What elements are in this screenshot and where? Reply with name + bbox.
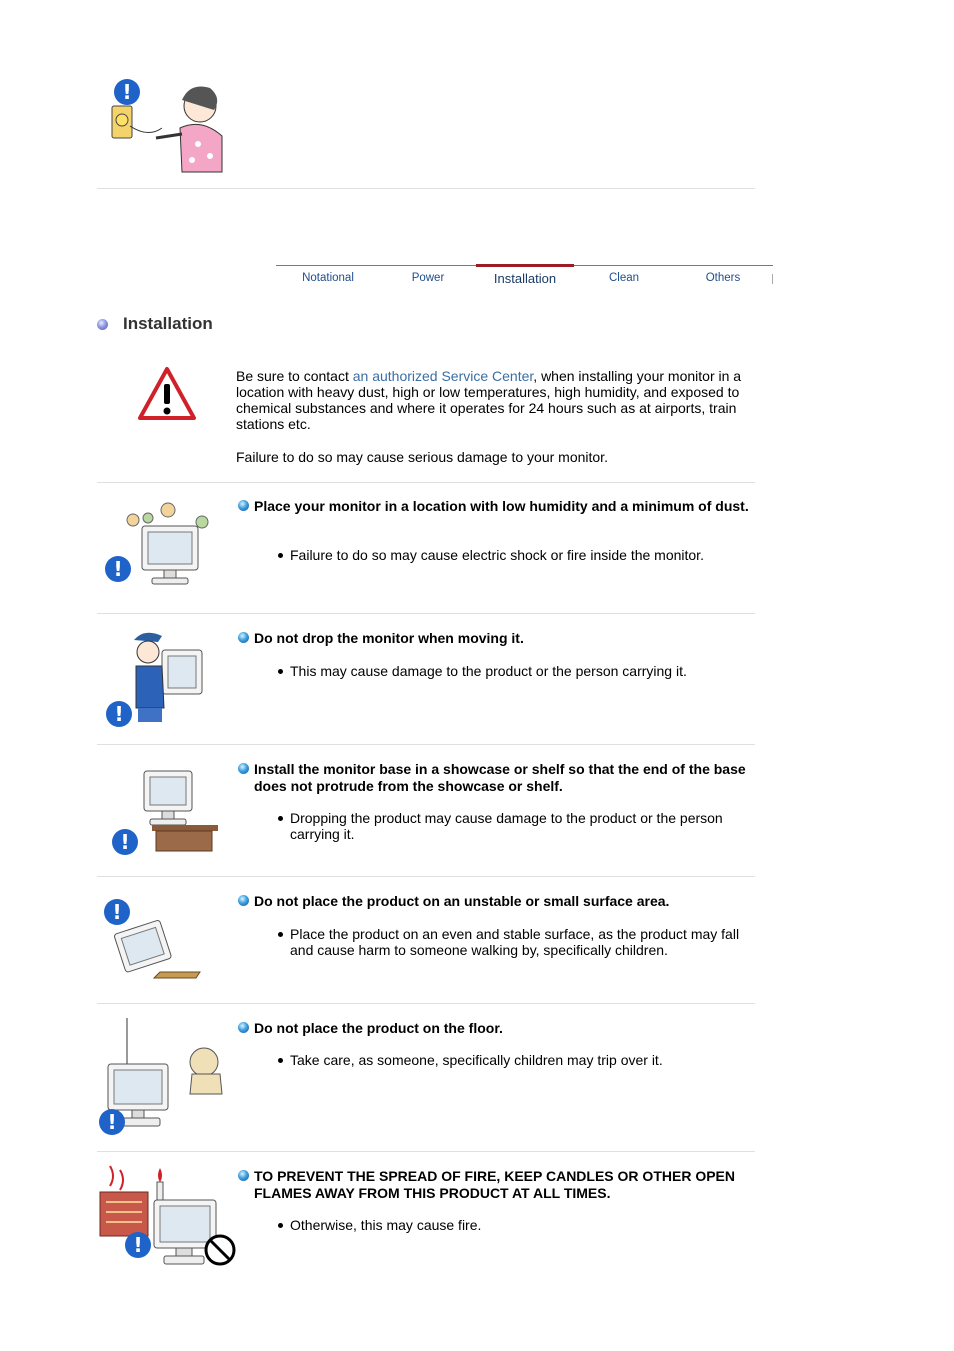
item-title: TO PREVENT THE SPREAD OF FIRE, KEEP CANDLES OR OTHER OPEN FLAMES AWAY FROM THIS PRODUCT AT ALL TIMES. (254, 1168, 735, 1201)
item-description: Dropping the product may cause damage to the product or the person carrying it. (290, 810, 723, 842)
divider (97, 613, 755, 614)
item-title: Install the monitor base in a showcase or shelf so that the end of the base does not protrude from the showcase or shelf. (254, 761, 746, 794)
divider (97, 1003, 755, 1004)
exclamation-icon: ! (125, 1232, 151, 1258)
exclamation-icon: ! (99, 1109, 125, 1135)
falling-monitor-illustration (104, 920, 204, 986)
dusty-monitor-illustration (118, 500, 218, 590)
divider (97, 188, 755, 189)
exclamation-icon: ! (114, 79, 140, 105)
item-description: Otherwise, this may cause fire. (290, 1217, 482, 1233)
exclamation-icon: ! (112, 829, 138, 855)
round-bullet-icon (238, 1170, 249, 1181)
item-description: This may cause damage to the product or the person carrying it. (290, 663, 687, 679)
exclamation-icon: ! (104, 899, 130, 925)
divider (97, 876, 755, 877)
item-title: Do not drop the monitor when moving it. (254, 630, 524, 646)
tab-notational[interactable]: Notational (302, 272, 354, 284)
list-bullet (278, 553, 283, 558)
tab-bar (276, 265, 773, 291)
divider (97, 482, 755, 483)
intro-note: Failure to do so may cause serious damage to your monitor. (236, 449, 608, 465)
divider (97, 744, 755, 745)
carrying-monitor-illustration (128, 628, 208, 724)
item-description: Failure to do so may cause electric shock or fire inside the monitor. (290, 547, 704, 563)
intro-post-link: , when installing your monitor in a location with heavy dust, high or low temperatures, high humidity, and exposed to chemical substances and where it operates for 24 hours such as at airports, train stations etc. (236, 368, 742, 432)
divider (97, 1151, 755, 1152)
item-title: Place your monitor in a location with low humidity and a minimum of dust. (254, 498, 749, 514)
tab-clean[interactable]: Clean (608, 272, 640, 284)
list-bullet (278, 1223, 283, 1228)
list-bullet (278, 816, 283, 821)
tab-end-separator (772, 274, 773, 284)
exclamation-icon: ! (105, 556, 131, 582)
round-bullet-icon (238, 632, 249, 643)
item-title: Do not place the product on the floor. (254, 1020, 503, 1036)
warning-triangle-icon (137, 366, 197, 422)
round-bullet-icon (238, 1022, 249, 1033)
round-bullet-icon (238, 500, 249, 511)
intro-text (236, 368, 756, 465)
round-bullet-icon (238, 895, 249, 906)
tab-installation[interactable]: Installation (476, 264, 574, 291)
exclamation-icon: ! (106, 701, 132, 727)
item-description: Place the product on an even and stable surface, as the product may fall and cause harm to someone walking by, specifically children. (290, 926, 740, 958)
list-bullet (278, 1058, 283, 1063)
item-title: Do not place the product on an unstable or small surface area. (254, 893, 670, 909)
tab-others[interactable]: Others (705, 272, 741, 284)
section-bullet-icon (97, 319, 108, 330)
tab-power[interactable]: Power (411, 272, 445, 284)
round-bullet-icon (238, 763, 249, 774)
item-description: Take care, as someone, specifically children may trip over it. (290, 1052, 663, 1068)
list-bullet (278, 669, 283, 674)
candle-fire-illustration (96, 1164, 238, 1268)
service-center-link[interactable]: an authorized Service Center (352, 368, 534, 384)
list-bullet (278, 932, 283, 937)
intro-pre-link: Be sure to contact (236, 368, 353, 384)
section-title: Installation (123, 314, 213, 333)
